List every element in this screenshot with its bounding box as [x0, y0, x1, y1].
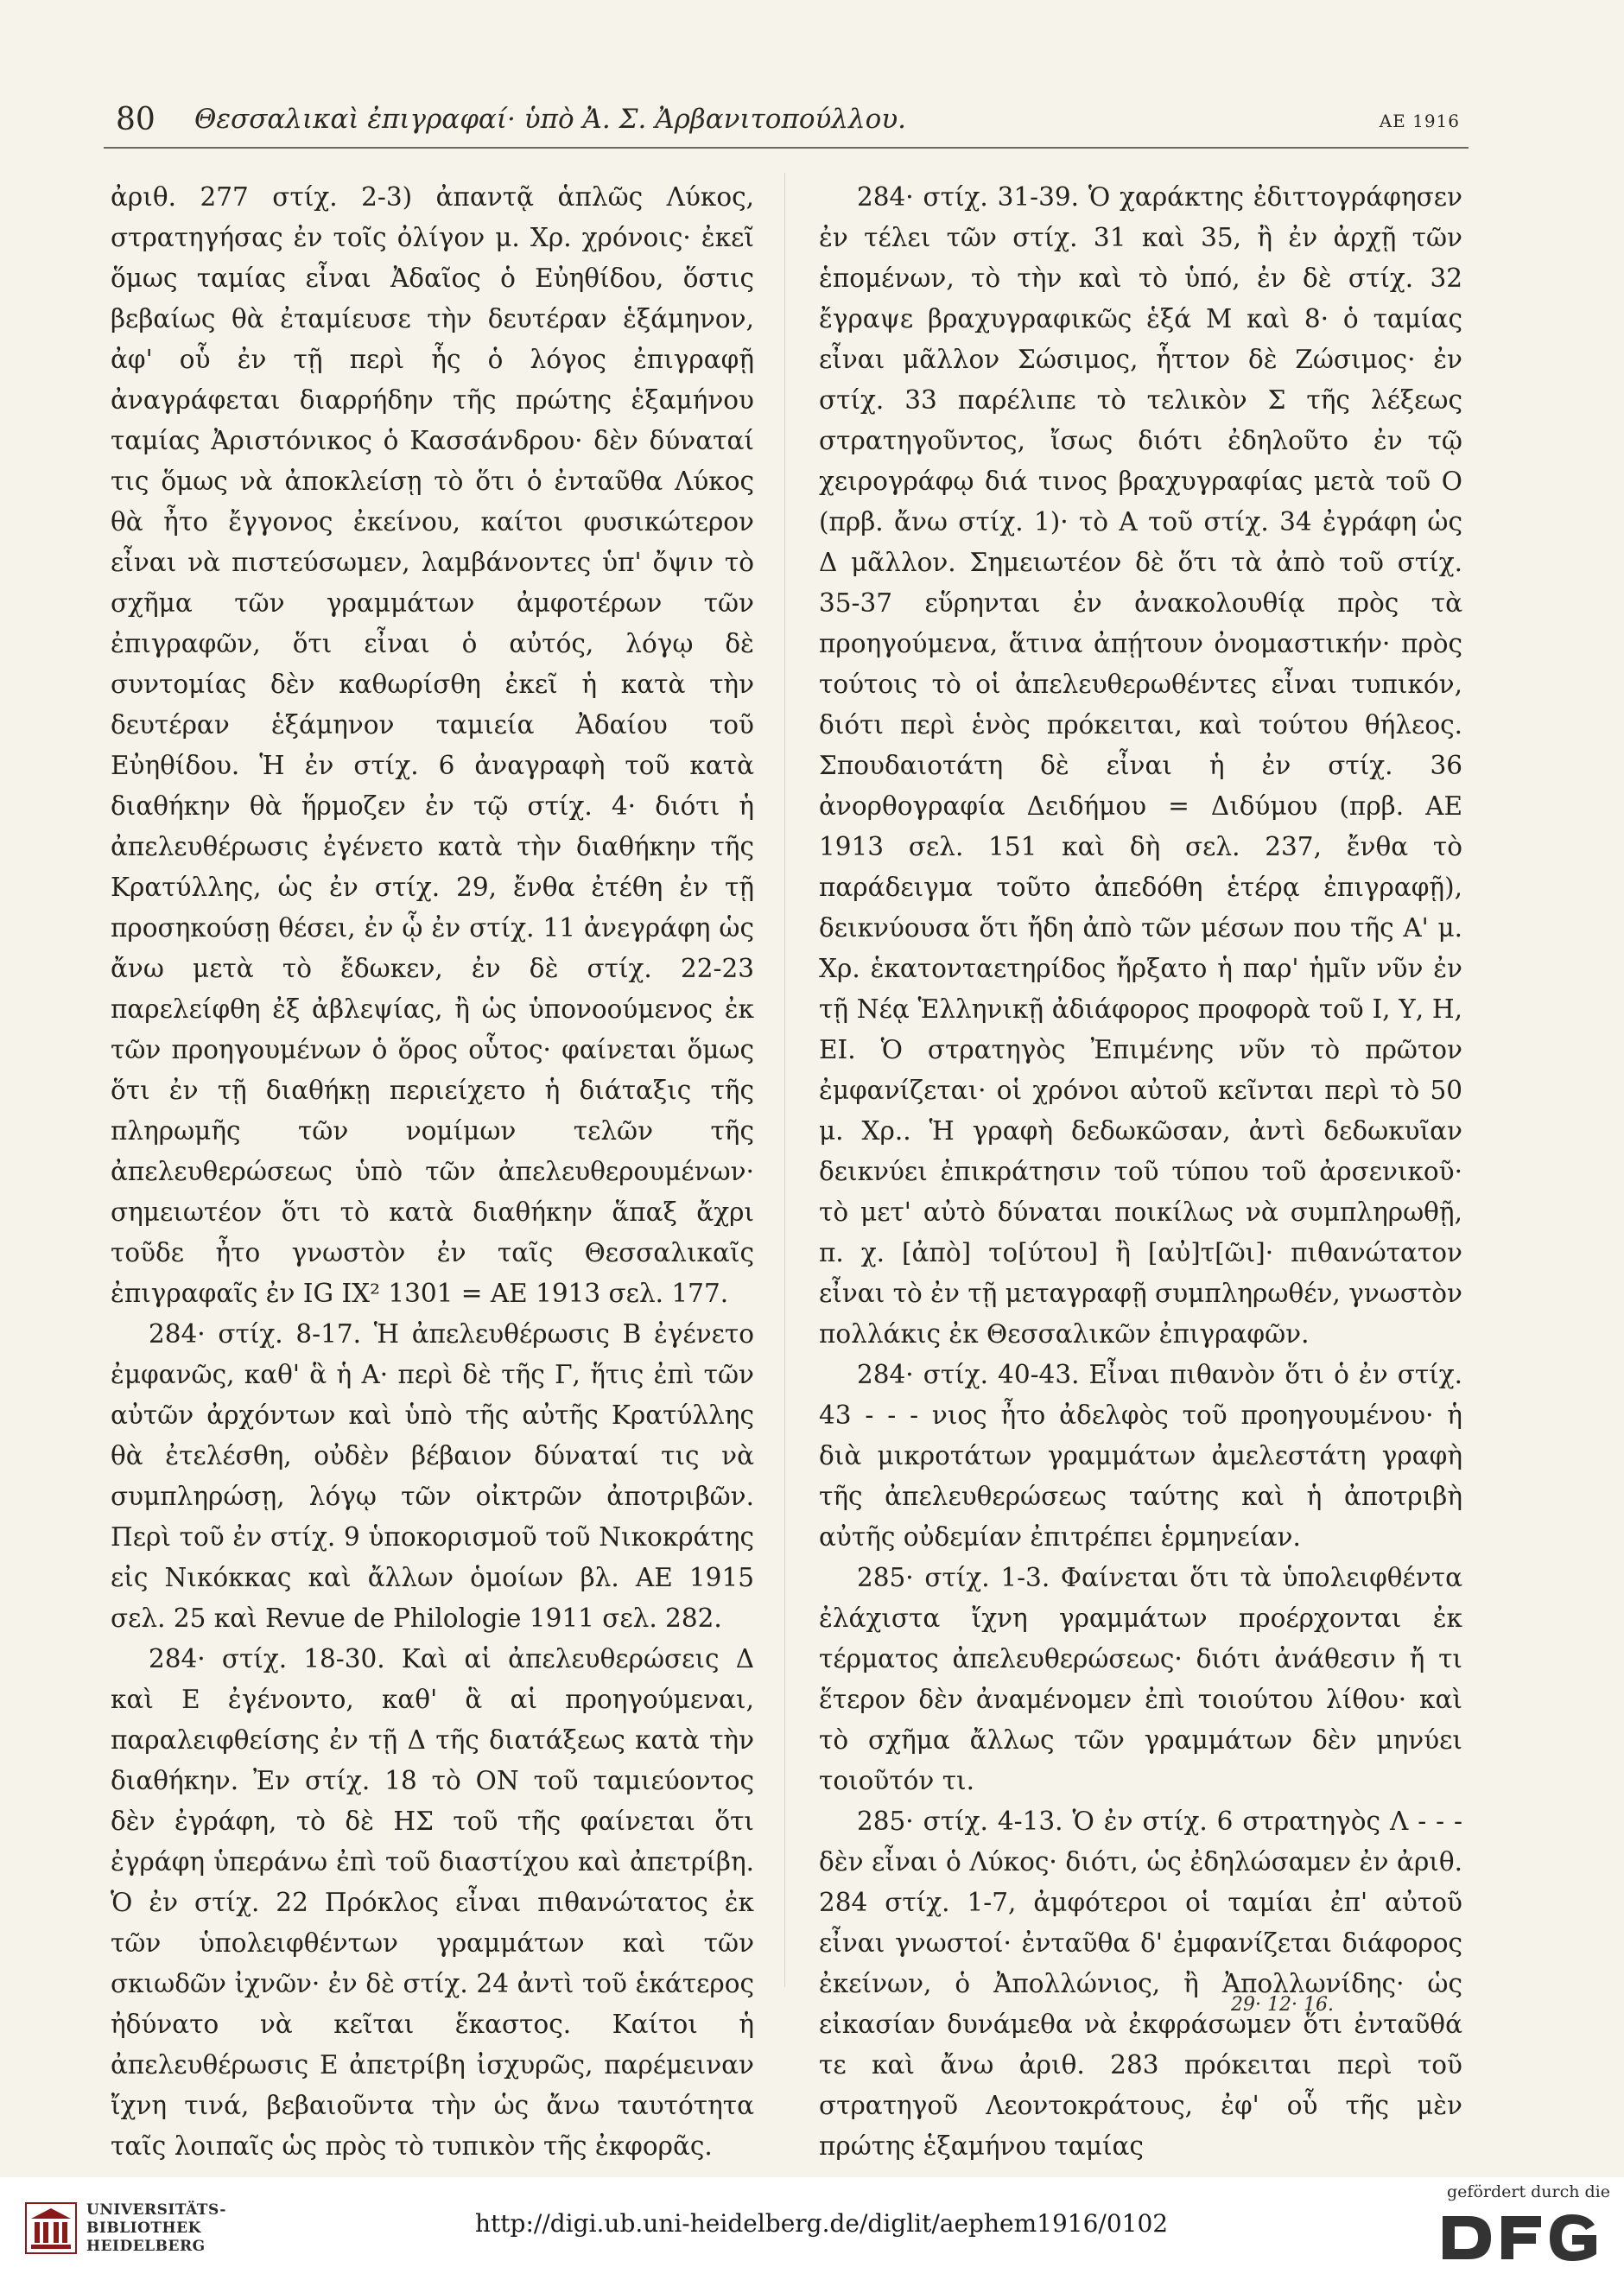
- left-column: [111, 177, 754, 2167]
- page-number: 80: [116, 102, 155, 137]
- paragraph: 284· στίχ. 18-30. Καὶ αἱ ἀπελευθερώσεις Δ καὶ Ε ἐγένοντο, καθ' ἃ αἱ προηγούμεναι, παραλειφθείσης ἐν τῇ Δ τῆς διατάξεως κατὰ τὴν διαθήκην. Ἐν στίχ. 18 τὸ ΟΝ τοῦ ταμιεύοντος δὲν ἐγράφη, τὸ δὲ ΗΣ τοῦ τῆς φαίνεται ὅτι ἐγράφη ὑπεράνω ἐπὶ τοῦ διαστίχου καὶ ἀπετρίβη. Ὁ ἐν στίχ. 22 Πρόκλος εἶναι πιθανώτατος ἐκ τῶν ὑπολειφθέντων γραμμάτων καὶ τῶν σκιωδῶν ἰχνῶν· ἐν δὲ στίχ. 24 ἀντὶ τοῦ ἑκάτερος ἠδύνατο νὰ κεῖται ἕκαστος. Καίτοι ἡ ἀπελευθέρωσις Ε ἀπετρίβη ἰσχυρῶς, παρέμειναν ἴχνη τινά, βεβαιοῦντα τὴν ὡς ἄνω ταυτότητα ταῖς λοιπαῖς ὡς πρὸς τὸ τυπικὸν τῆς ἐκφορᾶς.: [111, 1644, 754, 2161]
- right-column: [819, 177, 1462, 2167]
- paragraph: 285· στίχ. 4-13. Ὁ ἐν στίχ. 6 στρατηγὸς Λ - - - δὲν εἶναι ὁ Λύκος· διότι, ὡς ἐδηλώσαμεν ἐν ἀριθ. 284 στίχ. 1-7, ἀμφότεροι οἱ ταμίαι ἐπ' αὐτοῦ εἶναι γνωστοί· ἐνταῦθα δ' ἐμφανίζεται διάφορος ἐκείνων, ὁ Ἀπολλώνιος, ἢ Ἀπολλωνίδης· ὡς εἰκασίαν δυνάμεθα νὰ ἐκφράσωμεν ὅτι ἐνταῦθά τε καὶ ἄνω ἀριθ. 283 πρόκειται περὶ τοῦ στρατηγοῦ Λεοντοκράτους, ἐφ' οὗ τῆς μὲν πρώτης ἑξαμήνου ταμίας: [819, 1807, 1462, 2161]
- running-head: [104, 95, 1469, 147]
- dfg-logo-icon: [1434, 2207, 1607, 2268]
- paragraph: 284· στίχ. 31-39. Ὁ χαράκτης ἐδιττογράφησεν ἐν τέλει τῶν στίχ. 31 καὶ 35, ἢ ἐν ἀρχῇ τῶν ἑπομένων, τὸ τὴν καὶ τὸ ὑπό, ἐν δὲ στίχ. 32 ἔγραψε βραχυγραφικῶς ἑξά Μ καὶ 8· ὁ ταμίας εἶναι μᾶλλον Σώσιμος, ἧττον δὲ Ζώσιμος· ἐν στίχ. 33 παρέλιπε τὸ τελικὸν Σ τῆς λέξεως στρατηγοῦντος, ἴσως διότι ἐδηλοῦτο ἐν τῷ χειρογράφῳ διά τινος βραχυγραφίας μετὰ τοῦ Ο (πρβ. ἄνω στίχ. 1)· τὸ Α τοῦ στίχ. 34 ἐγράφη ὡς Δ μᾶλλον. Σημειωτέον δὲ ὅτι τὰ ἀπὸ τοῦ στίχ. 35-37 εὕρηνται ἐν ἀνακολουθίᾳ πρὸς τὰ προηγούμενα, ἅτινα ἀπῄτουν ὀνομαστικήν· πρὸς τούτοις τὸ οἱ ἀπελευθερωθέντες εἶναι τυπικόν, διότι περὶ ἑνὸς πρόκειται, καὶ τούτου θήλεος. Σπουδαιοτάτη δὲ εἶναι ἡ ἐν στίχ. 36 ἀνορθογραφία Δειδήμου = Διδύμου (πρβ. ΑΕ 1913 σελ. 151 καὶ δὴ σελ. 237, ἔνθα τὸ παράδειγμα τοῦτο ἀπεδόθη ἑτέρᾳ ἐπιγραφῇ), δεικνύουσα ὅτι ἤδη ἀπὸ τῶν μέσων που τῆς Α' μ. Χρ. ἑκατονταετηρίδος ἤρξατο ἡ παρ' ἡμῖν νῦν ἐν τῇ Νέᾳ Ἑλληνικῇ ἀδιάφορος προφορὰ τοῦ Ι, Υ, Η, ΕΙ. Ὁ στρατηγὸς Ἐπιμένης νῦν τὸ πρῶτον ἐμφανίζεται· οἱ χρόνοι αὐτοῦ κεῖνται περὶ τὸ 50 μ. Χρ.. Ἡ γραφὴ δεδωκῶσαν, ἀντὶ δεδωκυῖαν δεικνύει ἐπικράτησιν τοῦ τύπου τοῦ ἀρσενικοῦ· τὸ μετ' αὐτὸ δύναται ποικίλως νὰ συμπληρωθῇ, π. χ. [ἀπὸ] το[ύτου] ἢ [αὐ]τ[ῶι]· πιθανώτατον εἶναι τὸ ἐν τῇ μεταγραφῇ συμπληρωθέν, γνωστὸν πολλάκις ἐκ Θεσσαλικῶν ἐπιγραφῶν.: [819, 182, 1462, 1349]
- header-rule: [104, 147, 1469, 149]
- paragraph: 284· στίχ. 8-17. Ἡ ἀπελευθέρωσις Β ἐγένετο ἐμφανῶς, καθ' ἃ ἡ Α· περὶ δὲ τῆς Γ, ἥτις ἐπὶ τῶν αὐτῶν ἀρχόντων καὶ ὑπὸ τῆς αὐτῆς Κρατύλλης θὰ ἐτελέσθη, οὐδὲν βέβαιον δύναταί τις νὰ συμπληρώσῃ, λόγῳ τῶν οἰκτρῶν ἀποτριβῶν. Περὶ τοῦ ἐν στίχ. 9 ὑποκορισμοῦ τοῦ Νικοκράτης εἰς Νικόκκας καὶ ἄλλων ὁμοίων βλ. ΑΕ 1915 σελ. 25 καὶ Revue de Philologie 1911 σελ. 282.: [111, 1319, 754, 1633]
- library-name: [86, 2201, 226, 2256]
- heidelberg-library-logo-icon: [24, 2201, 78, 2255]
- column-gutter: [784, 173, 785, 1987]
- source-url-link[interactable]: http://digi.ub.uni-heidelberg.de/diglit/aephem1916/0102: [475, 2209, 1169, 2238]
- paragraph: 284· στίχ. 40-43. Εἶναι πιθανὸν ὅτι ὁ ἐν στίχ. 43 - - - νιος ἦτο ἀδελφὸς τοῦ προηγουμένου· ἡ διὰ μικροτάτων γραμμάτων ἀμελεστάτη γραφὴ τῆς ἀπελευθερώσεως ταύτης καὶ ἡ ἀποτριβὴ αὐτῆς οὐδεμίαν ἐπιτρέπει ἑρμηνείαν.: [819, 1360, 1462, 1552]
- paragraph: 285· στίχ. 1-3. Φαίνεται ὅτι τὰ ὑπολειφθέντα ἐλάχιστα ἴχνη γραμμάτων προέρχονται ἐκ τέρματος ἀπελευθερώσεως· διότι ἀνάθεσιν ἤ τι ἕτερον δὲν ἀναμένομεν ἐπὶ τοιούτου λίθου· καὶ τὸ σχῆμα ἄλλως τῶν γραμμάτων δὲν μηνύει τοιοῦτόν τι.: [819, 1563, 1462, 1795]
- volume-tag: ΑΕ 1916: [1379, 111, 1460, 131]
- paragraph: ἀριθ. 277 στίχ. 2-3) ἀπαντᾷ ἁπλῶς Λύκος, στρατηγήσας ἐν τοῖς ὀλίγον μ. Χρ. χρόνοις· ἐκεῖ ὅμως ταμίας εἶναι Ἀδαῖος ὁ Εὐηθίδου, ὅστις βεβαίως θὰ ἐταμίευσε τὴν δευτέραν ἑξάμηνον, ἀφ' οὗ ἐν τῇ περὶ ἧς ὁ λόγος ἐπιγραφῇ ἀναγράφεται διαρρήδην τῆς πρώτης ἑξαμήνου ταμίας Ἀριστόνικος ὁ Κασσάνδρου· δὲν δύναταί τις ὅμως νὰ ἀποκλείσῃ τὸ ὅτι ὁ ἐνταῦθα Λύκος θὰ ἦτο ἔγγονος ἐκείνου, καίτοι φυσικώτερον εἶναι νὰ πιστεύσωμεν, λαμβάνοντες ὑπ' ὄψιν τὸ σχῆμα τῶν γραμμάτων ἀμφοτέρων τῶν ἐπιγραφῶν, ὅτι εἶναι ὁ αὐτός, λόγῳ δὲ συντομίας δὲν καθωρίσθη ἐκεῖ ἡ κατὰ τὴν δευτέραν ἑξάμηνον ταμιεία Ἀδαίου τοῦ Εὐηθίδου. Ἡ ἐν στίχ. 6 ἀναγραφὴ τοῦ κατὰ διαθήκην θὰ ἥρμοζεν ἐν τῷ στίχ. 4· διότι ἡ ἀπελευθέρωσις ἐγένετο κατὰ τὴν διαθήκην τῆς Κρατύλλης, ὡς ἐν στίχ. 29, ἔνθα ἐτέθη ἐν τῇ προσηκούσῃ θέσει, ἐν ᾧ ἐν στίχ. 11 ἀνεγράφη ὡς ἄνω μετὰ τὸ ἔδωκεν, ἐν δὲ στίχ. 22-23 παρελείφθη ἐξ ἀβλεψίας, ἢ ὡς ὑπονοούμενος ἐκ τῶν προηγουμένων ὁ ὅρος οὗτος· φαίνεται ὅμως ὅτι ἐν τῇ διαθήκῃ περιείχετο ἡ διάταξις τῆς πληρωμῆς τῶν νομίμων τελῶν τῆς ἀπελευθερώσεως ὑπὸ τῶν ἀπελευθερουμένων· σημειωτέον ὅτι τὸ κατὰ διαθήκην ἅπαξ ἄχρι τοῦδε ἦτο γνωστὸν ἐν ταῖς Θεσσαλικαῖς ἐπιγραφαῖς ἐν IG IX² 1301 = ΑΕ 1913 σελ. 177.: [111, 182, 754, 1308]
- funding-label: gefördert durch die: [1447, 2182, 1611, 2201]
- running-title: Θεσσαλικαὶ ἐπιγραφαί· ὑπὸ Ἀ. Σ. Ἀρβανιτοπούλλου.: [194, 104, 907, 135]
- library-name-line: BIBLIOTHEK: [86, 2220, 201, 2237]
- library-name-line: UNIVERSITÄTS-: [86, 2201, 226, 2219]
- date-note: 29· 12· 16.: [1231, 1994, 1334, 2016]
- library-name-line: HEIDELBERG: [86, 2238, 206, 2255]
